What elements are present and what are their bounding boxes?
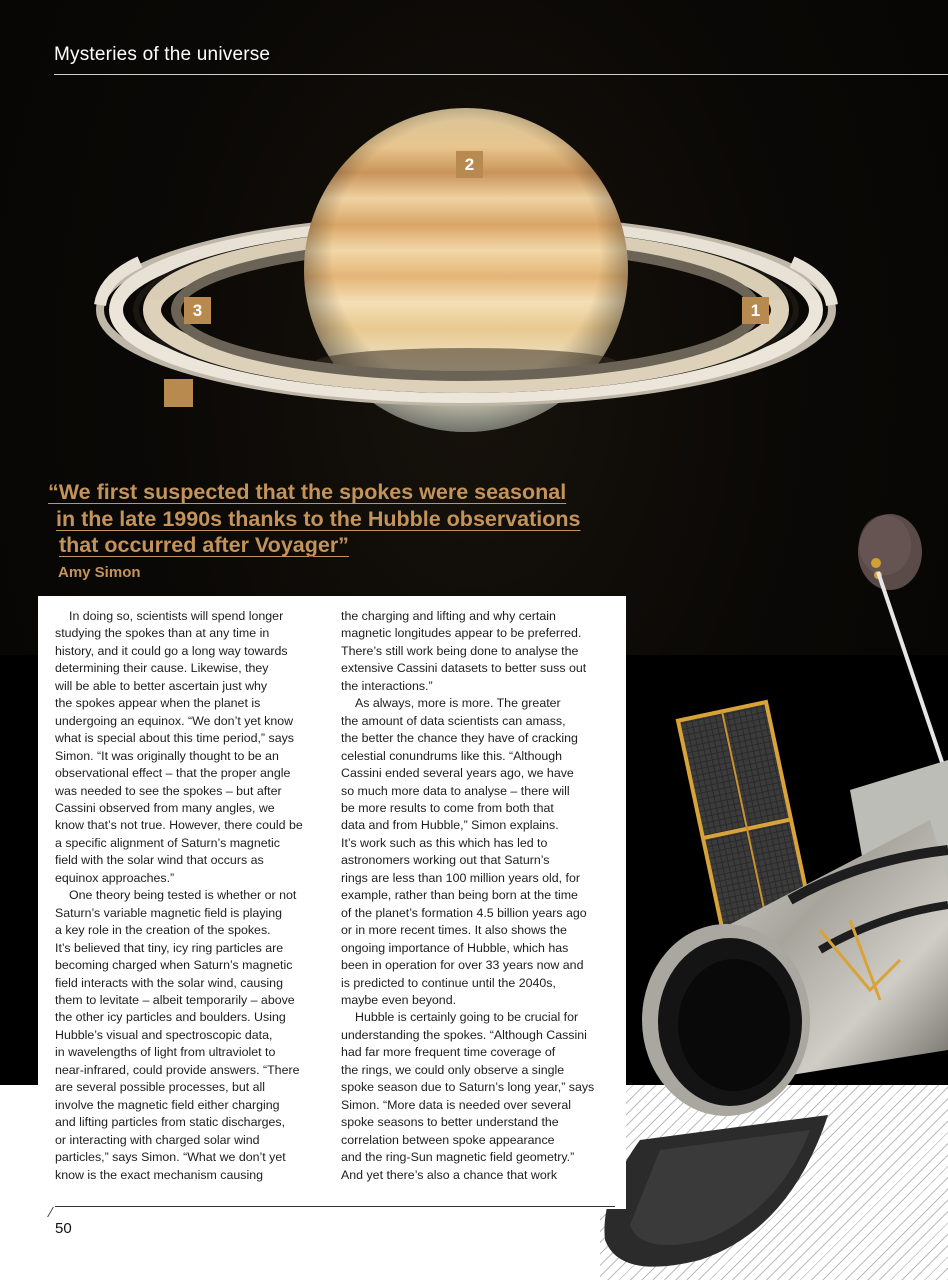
article-line: It’s work such as this which has led to bbox=[341, 835, 548, 850]
section-title: Mysteries of the universe bbox=[54, 44, 271, 65]
article-line: Hubble’s visual and spectroscopic data, bbox=[55, 1027, 273, 1042]
hubble-telescope-image bbox=[590, 505, 948, 1280]
article-line: or interacting with charged solar wind bbox=[55, 1132, 260, 1147]
article-line: is predicted to continue until the 2040s, bbox=[341, 975, 556, 990]
article-line: or in more recent times. It also shows the bbox=[341, 923, 567, 938]
article-line: a specific alignment of Saturn’s magnetic bbox=[55, 835, 280, 850]
article-line: particles,” says Simon. “What we don’t yet bbox=[55, 1150, 286, 1165]
article-line: celestial conundrums like this. “Although bbox=[341, 748, 563, 763]
article-line: was needed to see the spokes – but after bbox=[55, 783, 282, 798]
article-line: spoke seasons to better understand the bbox=[341, 1115, 559, 1130]
article-line: so much more data to analyse – there will bbox=[341, 783, 570, 798]
article-line: the other icy particles and boulders. Using bbox=[55, 1010, 286, 1025]
article-line: astronomers working out that Saturn’s bbox=[341, 853, 550, 868]
article-line: are several possible processes, but all bbox=[55, 1080, 266, 1095]
article-line: Saturn’s variable magnetic field is playing bbox=[55, 905, 283, 920]
article-line: had far more frequent time coverage of bbox=[341, 1045, 556, 1060]
pull-quote bbox=[48, 479, 628, 559]
article-column-left bbox=[55, 608, 327, 1184]
header-rule bbox=[54, 74, 948, 75]
article-line: spoke season due to Saturn’s long year,” says bbox=[341, 1080, 595, 1095]
article-line: studying the spokes than at any time in bbox=[55, 626, 270, 641]
article-line: Hubble is certainly going to be crucial for bbox=[355, 1010, 579, 1025]
article-line: example, rather than being born at the time bbox=[341, 888, 578, 903]
page-number: 50 bbox=[55, 1220, 72, 1237]
article-line: Cassini ended several years ago, we have bbox=[341, 766, 574, 781]
article-line: in wavelengths of light from ultraviolet to bbox=[55, 1045, 276, 1060]
article-line: extensive Cassini datasets to better suss out bbox=[341, 661, 587, 676]
article-line: involve the magnetic field either charging bbox=[55, 1097, 280, 1112]
article-line: be more results to come from both that bbox=[341, 800, 554, 815]
article-line: know is the exact mechanism causing bbox=[55, 1167, 263, 1182]
article-line: will be able to better ascertain just why bbox=[55, 678, 268, 693]
article-line: know that’s not true. However, there could be bbox=[55, 818, 303, 833]
pull-quote-line: “We first suspected that the spokes were seasonal bbox=[48, 480, 567, 504]
article-line: the amount of data scientists can amass, bbox=[341, 713, 566, 728]
article-line: a key role in the creation of the spokes. bbox=[55, 923, 271, 938]
pull-quote-line: that occurred after Voyager” bbox=[59, 533, 349, 557]
article-line: determining their cause. Likewise, they bbox=[55, 661, 269, 676]
article-line: and the ring-Sun magnetic field geometry.” bbox=[341, 1150, 575, 1165]
footer-rule bbox=[55, 1206, 615, 1207]
article-line: equinox approaches.” bbox=[55, 870, 175, 885]
article-line: understanding the spokes. “Although Cassini bbox=[341, 1027, 587, 1042]
article-line: Simon. “It was originally thought to be an bbox=[55, 748, 279, 763]
article-line: history, and it could go a long way towards bbox=[55, 643, 288, 658]
article-line: And yet there’s also a chance that work bbox=[341, 1167, 558, 1182]
quote-attribution: Amy Simon bbox=[58, 564, 141, 581]
article-line: As always, more is more. The greater bbox=[355, 696, 561, 711]
article-line: and lifting particles from static discharges, bbox=[55, 1115, 286, 1130]
article-body bbox=[38, 596, 626, 1209]
article-line: them to levitate – albeit temporarily – above bbox=[55, 992, 295, 1007]
marker-3: 3 bbox=[184, 297, 211, 324]
article-line: undergoing an equinox. “We don’t yet know bbox=[55, 713, 294, 728]
saturn-image bbox=[0, 90, 948, 490]
article-line: the charging and lifting and why certain bbox=[341, 609, 556, 623]
article-line: Cassini observed from many angles, we bbox=[55, 800, 275, 815]
article-line: the better the chance they have of cracking bbox=[341, 731, 578, 746]
article-line: observational effect – that the proper angle bbox=[55, 766, 291, 781]
article-line: It’s believed that tiny, icy ring particles are bbox=[55, 940, 284, 955]
article-line: been in operation for over 33 years now and bbox=[341, 958, 584, 973]
article-line: In doing so, scientists will spend longer bbox=[69, 609, 284, 623]
article-line: One theory being tested is whether or not bbox=[69, 888, 297, 903]
marker-blank bbox=[164, 379, 193, 407]
marker-1: 1 bbox=[742, 297, 769, 324]
article-line: Simon. “More data is needed over several bbox=[341, 1097, 572, 1112]
article-line: the rings, we could only observe a single bbox=[341, 1062, 565, 1077]
article-line: the spokes appear when the planet is bbox=[55, 696, 261, 711]
article-column-right bbox=[341, 608, 613, 1184]
article-line: near-infrared, could provide answers. “There bbox=[55, 1062, 300, 1077]
article-line: There’s still work being done to analyse the bbox=[341, 643, 579, 658]
article-line: of the planet’s formation 4.5 billion years ago bbox=[341, 905, 587, 920]
article-line: becoming charged when Saturn’s magnetic bbox=[55, 958, 293, 973]
article-line: what is special about this time period,” says bbox=[55, 731, 294, 746]
pull-quote-line: in the late 1990s thanks to the Hubble observations bbox=[56, 506, 581, 531]
article-line: maybe even beyond. bbox=[341, 992, 457, 1007]
article-line: field interacts with the solar wind, causing bbox=[55, 975, 283, 990]
marker-2: 2 bbox=[456, 151, 483, 178]
article-line: magnetic longitudes appear to be preferred. bbox=[341, 626, 582, 641]
article-line: the interactions.” bbox=[341, 678, 433, 693]
article-line: rings are less than 100 million years old, for bbox=[341, 870, 580, 885]
article-line: correlation between spoke appearance bbox=[341, 1132, 555, 1147]
article-line: data and from Hubble,” Simon explains. bbox=[341, 818, 559, 833]
article-line: field with the solar wind that occurs as bbox=[55, 853, 264, 868]
article-line: ongoing importance of Hubble, which has bbox=[341, 940, 569, 955]
